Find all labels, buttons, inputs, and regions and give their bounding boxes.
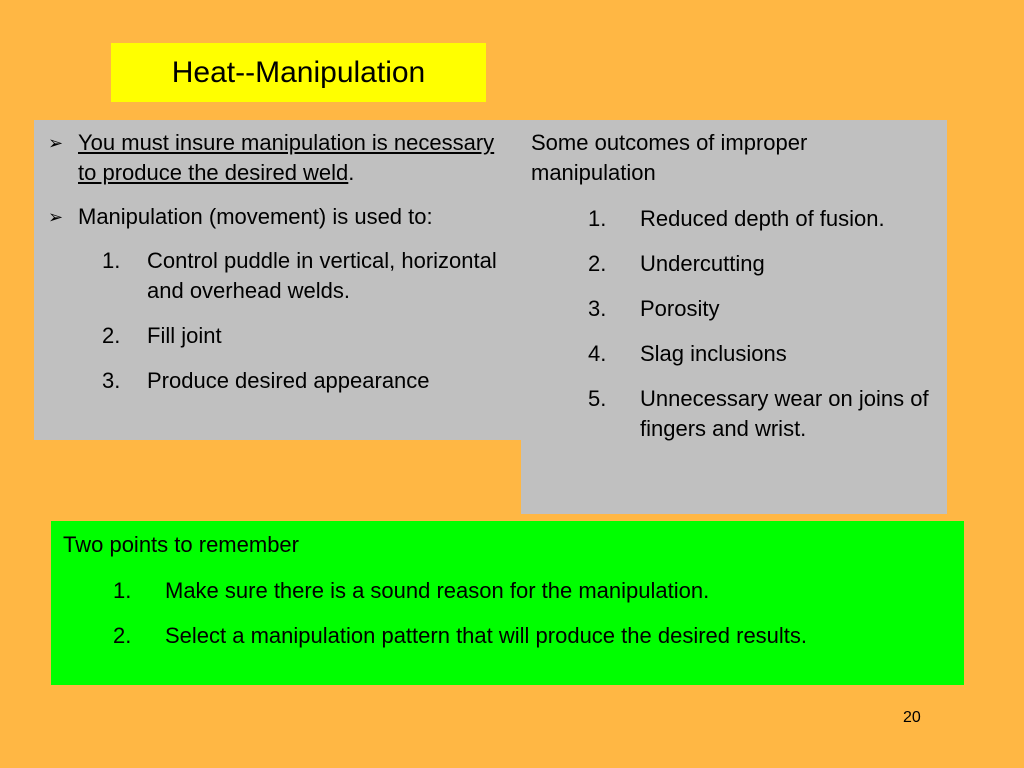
list-item-text: Unnecessary wear on joins of fingers and wrist.	[640, 386, 929, 441]
list-item	[588, 339, 937, 369]
reminder-list	[63, 576, 954, 651]
list-item-text: Slag inclusions	[640, 341, 787, 366]
arrow-bullet-icon: ➢	[48, 207, 64, 227]
list-item-text: Reduced depth of fusion.	[640, 206, 885, 231]
list-item-text: Porosity	[640, 296, 720, 321]
list-item-text: Fill joint	[147, 323, 222, 348]
bullet-item-manipulation-used-to	[48, 202, 512, 232]
list-item	[588, 249, 937, 279]
trailing-period: .	[348, 160, 355, 185]
manipulation-uses-list	[48, 246, 512, 396]
list-item-text: Control puddle in vertical, horizontal and overhead welds.	[147, 248, 497, 303]
outcomes-list	[531, 204, 937, 444]
list-number: 2.	[588, 251, 607, 276]
list-item	[102, 366, 512, 396]
list-item	[588, 384, 937, 444]
list-item-text: Make sure there is a sound reason for the manipulation.	[165, 578, 710, 603]
list-number: 4.	[588, 341, 607, 366]
list-number: 5.	[588, 386, 607, 411]
list-item-text: Undercutting	[640, 251, 765, 276]
list-item	[588, 294, 937, 324]
bullet-item-manipulation-necessary	[48, 128, 512, 188]
list-item	[113, 621, 954, 651]
list-item	[102, 246, 512, 306]
list-item-text: Select a manipulation pattern that will produce the desired results.	[165, 623, 808, 648]
underlined-statement: You must insure manipulation is necessary to produce the desired weld	[78, 130, 495, 185]
list-item	[113, 576, 954, 606]
list-number: 1.	[588, 206, 607, 231]
list-number: 1.	[102, 248, 121, 273]
slide-title-box	[111, 43, 486, 102]
list-number: 3.	[102, 368, 121, 393]
list-item	[588, 204, 937, 234]
list-number: 2.	[113, 623, 132, 648]
list-number: 1.	[113, 578, 132, 603]
list-item-text: Produce desired appearance	[147, 368, 430, 393]
left-content-panel	[34, 120, 522, 440]
slide-title: Heat--Manipulation	[171, 55, 426, 89]
reminder-heading: Two points to remember	[63, 532, 299, 557]
reminder-panel	[51, 521, 964, 685]
list-number: 3.	[588, 296, 607, 321]
bullet-text: Manipulation (movement) is used to:	[78, 204, 433, 229]
list-number: 2.	[102, 323, 121, 348]
arrow-bullet-icon: ➢	[48, 133, 64, 153]
list-item	[102, 321, 512, 351]
bullet-text	[78, 128, 512, 188]
page-number: 20	[903, 709, 921, 726]
right-content-panel	[521, 120, 947, 514]
outcomes-heading: Some outcomes of improper manipulation	[531, 130, 808, 185]
